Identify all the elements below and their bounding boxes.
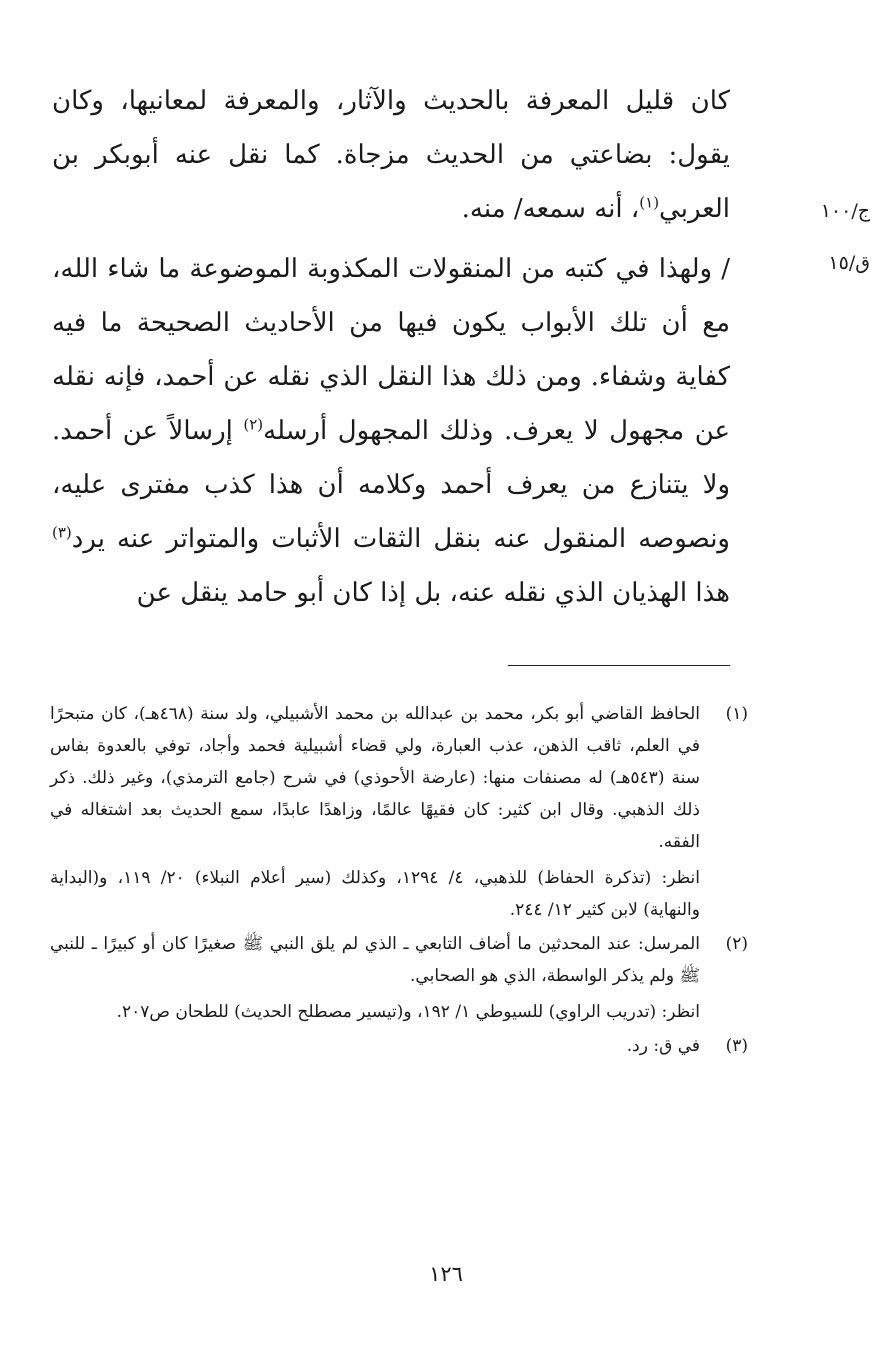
text-run: كان قليل المعرفة بالحديث والآثار، والمعرفة لمعانيها، وكان يقول: بضاعتي من الحديث مزجاة. كما نقل عنه أبوبكر بن العربي <box>52 86 730 224</box>
text-run: / ولهذا في كتبه من المنقولات المكذوبة الموضوعة ما شاء الله، مع أن تلك الأبواب يكون فيها من الأحاديث الصحيحة ما فيه كفاية وشفاء. ومن ذلك هذا النقل الذي نقله عن أحمد، فإنه نقله عن مجهول لا يعرف. وذلك المجهول أرسله <box>52 254 730 446</box>
footnote-body <box>50 1030 700 1062</box>
footnote-number: (٣) <box>725 1036 748 1056</box>
footnote-text: الحافظ القاضي أبو بكر، محمد بن عبدالله بن محمد الأشبيلي، ولد سنة (٤٦٨هـ)، كان متبحرًا في العلم، ثاقب الذهن، عذب العبارة، ولي قضاء أشبيلية فحمد وأجاد، توفي بالعدوة بفاس سنة (٥٤٣هـ) له مصنفات منها: (عارضة الأحوذي) في شرح (جامع الترمذي)، وغير ذلك. ذكر ذلك الذهبي. وقال ابن كثير: كان فقيهًا عالمًا، وزاهدًا عابدًا، سمع الحديث بعد اشتغاله في الفقه. <box>50 704 700 852</box>
footnotes <box>50 698 748 1064</box>
paragraph <box>52 74 730 236</box>
footnote-text: انظر: (تدريب الراوي) للسيوطي ١/ ١٩٢، و(تيسير مصطلح الحديث) للطحان ص٢٠٧. <box>116 1002 700 1022</box>
footnote-body <box>50 928 700 1028</box>
footnote-ref: (٢) <box>243 415 264 434</box>
page-number: ١٢٦ <box>429 1262 463 1286</box>
margin-note-manuscript-page: ق/١٥ <box>828 252 870 274</box>
footnote-text: المرسل: عند المحدثين ما أضاف التابعي ـ الذي لم يلق النبي ﷺ صغيرًا كان أو كبيرًا ـ للنبي ﷺ ولم يذكر الواسطة، الذي هو الصحابي. <box>50 934 700 986</box>
footnote-ref: (١) <box>639 193 660 212</box>
footnote <box>50 698 748 926</box>
footnote-divider <box>508 665 730 666</box>
text-run: هذا الهذيان الذي نقله عنه، بل إذا كان أبو حامد ينقل عن <box>136 578 730 608</box>
footnote-number: (١) <box>725 704 748 724</box>
footnote-ref: (٣) <box>52 523 72 542</box>
paragraph <box>52 242 730 620</box>
footnote-text: انظر: (تذكرة الحفاظ) للذهبي، ٤/ ١٢٩٤، وكذلك (سير أعلام النبلاء) ٢٠/ ١١٩، و(البداية والنهاية) لابن كثير ١٢/ ٢٤٤. <box>50 868 701 920</box>
margin-note-volume-page: ج/١٠٠ <box>820 200 870 222</box>
footnote-text: في ق: رد. <box>626 1036 700 1056</box>
footnote-number: (٢) <box>725 934 748 954</box>
text-run: إرسالاً عن أحمد. ولا يتنازع من يعرف أحمد وكلامه أن هذا كذب مفترى عليه، ونصوصه المنقول عنه بنقل الثقات الأثبات والمتواتر عنه يرد <box>52 416 730 554</box>
footnote-body <box>50 698 700 926</box>
main-text <box>52 74 730 620</box>
footnote <box>50 928 748 1028</box>
footnote <box>50 1030 748 1062</box>
text-run: ، أنه سمعه/ منه. <box>461 194 640 224</box>
